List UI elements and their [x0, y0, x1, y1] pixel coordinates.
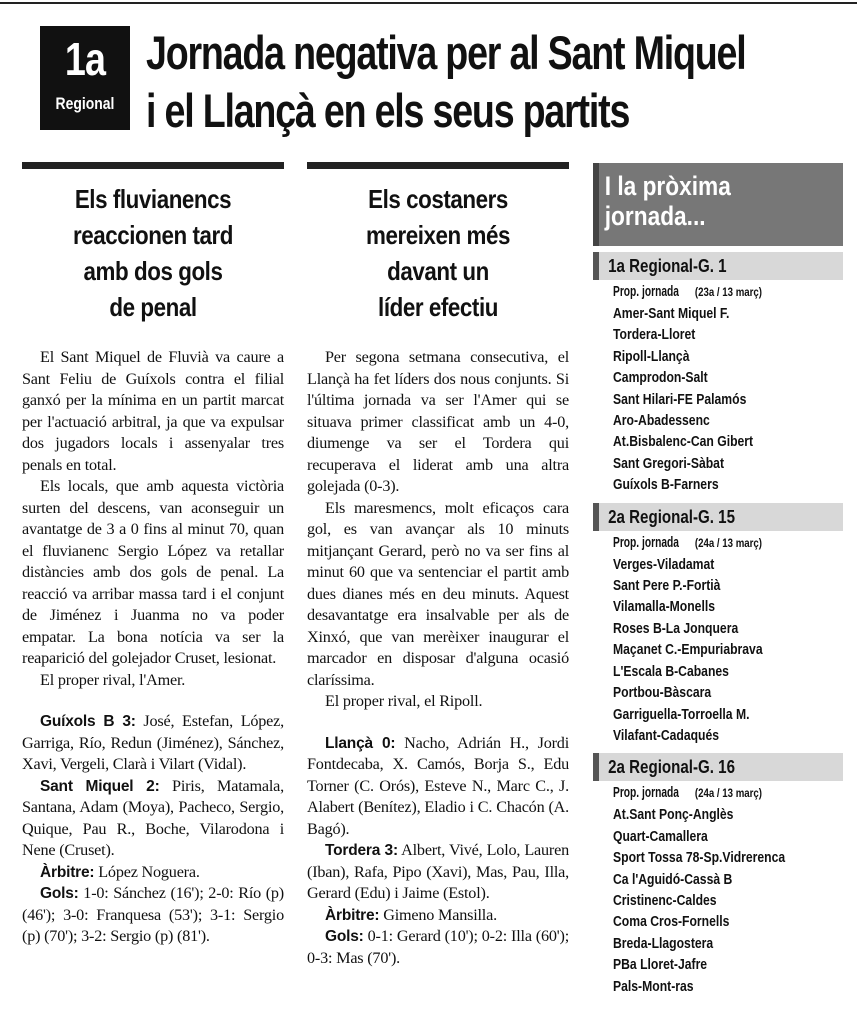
fixture-item — [593, 325, 843, 346]
lineup-label: Àrbitre: — [40, 863, 95, 881]
sidebar-header-line: jornada... — [604, 201, 706, 231]
lineup-label: Gols: — [325, 928, 364, 945]
article-title — [307, 181, 569, 325]
fixture-text: Sant Hilari-FE Palamós — [613, 391, 747, 408]
title-line: amb dos gols — [83, 256, 223, 286]
fixture-text: Portbou-Bàscara — [613, 685, 712, 702]
fixture-item — [593, 705, 843, 726]
group-title — [593, 503, 843, 531]
badge-number: 1a — [64, 33, 106, 85]
fixture-text: Ripoll-Llançà — [613, 348, 690, 365]
fixture-text: At.Bisbalenc-Can Gibert — [613, 434, 754, 451]
column-rule — [307, 162, 569, 169]
referee — [307, 905, 569, 927]
section-badge — [40, 26, 130, 130]
lineup-away — [307, 840, 569, 905]
fixture-text: Aro-Abadessenc — [613, 413, 710, 430]
fixture-text: Guíxols B-Farners — [613, 477, 719, 494]
paragraph: Per segona setmana consecutiva, el Llançà ha fet líders dos nous conjunts. Si l'última jornada va ser l'Amer qui se situava primer classificat amb un 4-0, diumenge va ser el Tordera qui recuperava el liderat amb una altra golejada (0-3). — [307, 348, 569, 495]
fixture-text: Pals-Mont-ras — [613, 978, 694, 995]
title-line: davant un — [387, 256, 489, 286]
lineup-label: Tordera 3: — [325, 842, 398, 859]
fixture-item — [593, 848, 843, 869]
fixture-text: Quart-Camallera — [613, 828, 708, 845]
article-sant-miquel — [22, 162, 284, 948]
lineup-label: Guíxols B 3: — [40, 713, 136, 730]
fixture-text: At.Sant Ponç-Anglès — [613, 807, 734, 824]
sidebar-header — [593, 163, 843, 246]
fixture-item — [593, 640, 843, 661]
fixture-item — [593, 891, 843, 912]
fixture-text: L'Escala B-Cabanes — [613, 663, 729, 680]
next-rival: El proper rival, l'Amer. — [40, 670, 186, 689]
next-round-label — [593, 783, 843, 805]
sub-date: (24a / 13 març) — [694, 788, 763, 801]
paragraph: El Sant Miquel de Fluvià va caure a Sant Feliu de Guíxols contra el filial ganxó per la mínima en un partit marcat per l'actuació arbitral, ja que va expulsar dos jugadors locals i assenyalar tres penals en total. — [22, 348, 284, 474]
fixture-item — [593, 805, 843, 826]
fixture-list — [593, 304, 843, 497]
headline-line-2: i el Llançà en els seus partits — [146, 84, 630, 137]
fixture-item — [593, 619, 843, 640]
sub-date: (23a / 13 març) — [694, 287, 763, 299]
fixture-item — [593, 870, 843, 891]
lineup-text: José, Estefan, López, Garriga, Río, Redun (Jiménez), Sánchez, Xavi, Vergeli, Clarà i Vilart (Vidal). — [22, 712, 284, 773]
fixture-text: Camprodon-Salt — [613, 370, 708, 387]
badge-label: Regional — [55, 94, 115, 113]
sub-label: Prop. jornada — [613, 534, 679, 551]
lineup-text: Piris, Matamala, Santana, Adam (Moya), Pacheco, Sergio, Quique, Pau R., Boche, Vilarodona i Nene (Cruset). — [22, 776, 284, 859]
fixture-list — [593, 805, 843, 998]
lineup-label: Gols: — [40, 885, 79, 902]
fixture-text: Coma Cros-Fornells — [613, 914, 730, 931]
lineup-text: 1-0: Sánchez (16'); 2-0: Río (p) (46'); 3-0: Franquesa (53'); 3-1: Sergio (p) (70'); 3-2: Sergio (p) (81'). — [22, 884, 284, 945]
lineup-home — [307, 733, 569, 841]
title-line: reaccionen tard — [72, 220, 234, 250]
lineup-label: Llançà 0: — [325, 734, 396, 752]
fixture-item — [593, 454, 843, 475]
goals — [22, 883, 284, 948]
fixture-item — [593, 475, 843, 496]
fixture-item — [593, 683, 843, 704]
fixture-item — [593, 347, 843, 368]
next-round-label — [593, 533, 843, 555]
fixture-item — [593, 662, 843, 683]
paragraph: Els maresmencs, molt eficaços cara gol, es van avançar als 10 minuts mitjançant Gerard, però no va ser fins al minut 60 que va sentenciar el partit amb dues dianes més en deu minuts. Aquest desavantatge era insalvable per als de Xinxó, que van merèixer inaugurar el marcador en disposar d'alguna ocasió claríssima. — [307, 498, 569, 689]
fixture-item — [593, 977, 843, 998]
lineup-away — [22, 776, 284, 862]
fixture-text: Ca l'Aguidó-Cassà B — [613, 871, 733, 888]
sub-label: Prop. jornada — [613, 284, 679, 300]
fixture-text: Sant Gregori-Sàbat — [613, 455, 724, 472]
title-line: líder efectiu — [378, 292, 498, 322]
fixture-text: Vilamalla-Monells — [613, 599, 715, 616]
fixture-item — [593, 390, 843, 411]
fixture-item — [593, 597, 843, 618]
article-llanca — [307, 162, 569, 969]
title-line: mereixen més — [365, 220, 510, 250]
fixture-item — [593, 912, 843, 933]
lineup-text: Gimeno Mansilla. — [379, 905, 497, 924]
group-title-text: 1a Regional-G. 1 — [608, 256, 727, 276]
fixture-item — [593, 827, 843, 848]
headline-line-1: Jornada negativa per al Sant Miquel — [146, 26, 746, 79]
fixture-item — [593, 955, 843, 976]
fixture-text: Verges-Viladamat — [613, 556, 715, 573]
fixture-text: Tordera-Lloret — [613, 327, 696, 344]
fixture-text: Garriguella-Torroella M. — [613, 706, 750, 723]
fixture-text: Maçanet C.-Empuriabrava — [613, 642, 763, 659]
lineup-label: Sant Miquel 2: — [40, 777, 160, 795]
sub-date: (24a / 13 març) — [694, 537, 763, 550]
fixture-item — [593, 411, 843, 432]
fixture-item — [593, 555, 843, 576]
match-sheet — [22, 711, 284, 948]
fixture-text: Sport Tossa 78-Sp.Vidrerenca — [613, 850, 786, 867]
lineup-text: Nacho, Adrián H., Jordi Fontdecaba, X. Camós, Borja S., Edu Torner (C. Orós), Esteve N., Marc C., J. Alabert (Benítez), Eladio i C. Chacón (A. Bagó). — [307, 733, 569, 838]
fixture-group — [593, 503, 843, 748]
article-body — [22, 347, 284, 691]
match-sheet — [307, 733, 569, 970]
referee — [22, 862, 284, 884]
lineup-home — [22, 711, 284, 776]
fixture-item — [593, 934, 843, 955]
group-title — [593, 753, 843, 781]
article-body — [307, 347, 569, 713]
group-title-text: 2a Regional-G. 15 — [608, 506, 736, 527]
sidebar-header-line: I la pròxima — [604, 171, 731, 201]
fixture-text: PBa Lloret-Jafre — [613, 957, 708, 974]
next-rival: El proper rival, el Ripoll. — [325, 692, 483, 710]
fixture-item — [593, 432, 843, 453]
fixture-text: Vilafant-Cadaqués — [613, 727, 720, 744]
group-title-text: 2a Regional-G. 16 — [608, 757, 736, 778]
title-line: de penal — [109, 292, 197, 322]
fixture-group — [593, 753, 843, 998]
next-round-sidebar — [593, 163, 843, 998]
title-line: Els costaners — [368, 184, 508, 214]
paragraph: Els locals, que amb aquesta victòria surten del descens, van aconseguir un avantatge de 3 a 0 fins al minut 70, quan el fluvianenc Sergio López va retallar distàncies amb dos gols de penal. La reacció va arribar massa tard i el conjunt de Jiménez i Juanma no va poder empatar. La bona notícia va ser la reaparició del golejador Cruset, lesionat. — [22, 477, 284, 667]
title-line: Els fluvianencs — [74, 184, 232, 214]
page-headline — [146, 24, 846, 140]
fixture-item — [593, 726, 843, 747]
column-rule — [22, 162, 284, 169]
sub-label: Prop. jornada — [613, 785, 679, 802]
fixture-item — [593, 576, 843, 597]
fixture-text: Amer-Sant Miquel F. — [613, 306, 730, 322]
goals — [307, 926, 569, 969]
lineup-text: Albert, Vivé, Lolo, Lauren (Iban), Rafa, Pipo (Xavi), Mas, Pau, Illa, Gerard (Edu) i Jaime (Estol). — [307, 841, 569, 902]
top-rule — [0, 2, 857, 4]
fixture-text: Cristinenc-Caldes — [613, 892, 717, 909]
fixture-text: Sant Pere P.-Fortià — [613, 578, 721, 595]
fixture-item — [593, 304, 843, 325]
article-title — [22, 181, 284, 325]
fixture-text: Roses B-La Jonquera — [613, 620, 739, 637]
fixture-item — [593, 368, 843, 389]
lineup-label: Àrbitre: — [325, 906, 380, 924]
fixture-text: Breda-Llagostera — [613, 935, 714, 952]
group-title — [593, 252, 843, 280]
fixture-list — [593, 555, 843, 748]
lineup-text: 0-1: Gerard (10'); 0-2: Illa (60'); 0-3: Mas (70'). — [307, 927, 569, 967]
next-round-label — [593, 282, 843, 304]
fixture-group — [593, 252, 843, 497]
lineup-text: López Noguera. — [94, 862, 200, 881]
